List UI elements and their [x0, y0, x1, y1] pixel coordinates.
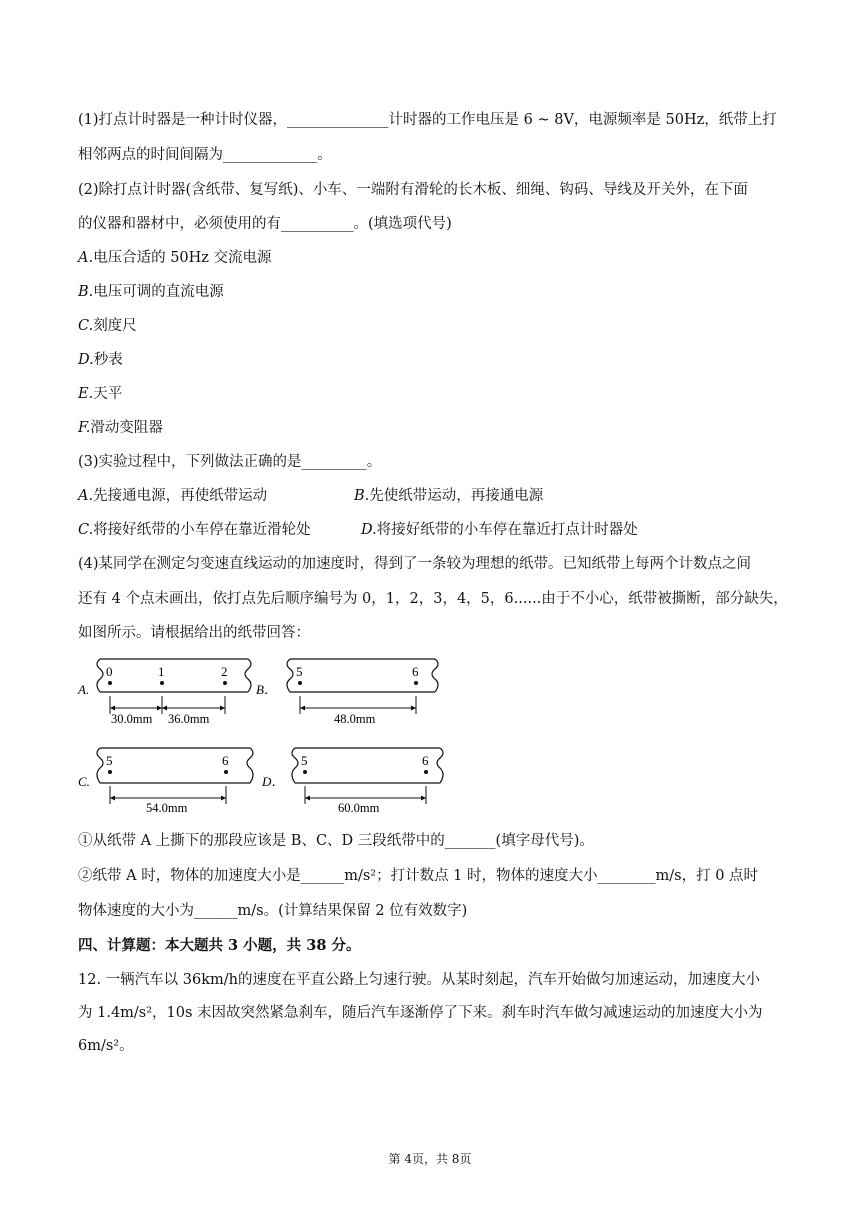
option-letter: B. — [78, 284, 94, 300]
option-text: 先接通电源，再使纸带运动 — [93, 488, 268, 504]
option-f — [78, 418, 163, 438]
option-e — [78, 384, 122, 404]
option-text: 刻度尺 — [93, 318, 137, 334]
q11-sub1: ①从纸带 A 上撕下的那段应该是 B、C、D 三段纸带中的_______(填字母代号)。 — [78, 833, 594, 849]
option-a — [78, 248, 272, 268]
q11-part1-line2: 相邻两点的时间间隔为_____________。 — [78, 147, 332, 163]
option-text: 电压可调的直流电源 — [93, 284, 224, 300]
page-footer: 第 4页，共 8页 — [388, 1152, 472, 1166]
dim-label: 60.0mm — [338, 801, 380, 815]
point-6 — [414, 681, 418, 685]
q11-part2-line2: 的仪器和器材中，必须使用的有__________。(填选项代号) — [78, 216, 452, 232]
dim-label: 30.0mm — [111, 712, 153, 726]
option-text: 电压合适的 50Hz 交流电源 — [93, 250, 272, 266]
q11-sub2-line1: ②纸带 A 时，物体的加速度大小是______m/s²；打计数点 1 时，物体的速度大小________m/s，打 0 点时 — [78, 868, 759, 884]
point-label: 5 — [301, 753, 308, 768]
option-text: 先使纸带运动，再接通电源 — [369, 488, 544, 504]
option-letter: F. — [78, 420, 91, 436]
dim-label: 36.0mm — [168, 712, 210, 726]
point-label: 5 — [296, 664, 303, 679]
section-heading: 四、计算题：本大题共 3 小题，共 38 分。 — [78, 937, 361, 954]
tape-d — [261, 748, 443, 815]
point-6 — [424, 770, 428, 774]
option-letter: E. — [78, 386, 94, 402]
tape-c — [78, 748, 253, 815]
part3-option-a — [78, 488, 267, 504]
point-label: 0 — [106, 664, 113, 679]
option-letter: D. — [361, 522, 377, 538]
point-5 — [303, 770, 307, 774]
tape-label-b: B． — [256, 682, 277, 697]
option-letter: D. — [78, 352, 94, 368]
tape-label-d: D． — [262, 774, 285, 789]
point-label: 1 — [158, 664, 165, 679]
tape-a — [77, 659, 251, 726]
point-5 — [108, 770, 112, 774]
q11-part4-line1: (4)某同学在测定匀变速直线运动的加速度时，得到了一条较为理想的纸带。已知纸带上每两个计数点之间 — [78, 556, 752, 572]
q11-part4-line2: 还有 4 个点未画出，依打点先后顺序编号为 0，1，2，3，4，5，6......由于不小心，纸带被撕断，部分缺失， — [78, 591, 788, 607]
option-text: 秒表 — [93, 352, 123, 368]
option-d — [78, 350, 123, 370]
option-letter: C. — [78, 318, 94, 334]
q12-line2: 为 1.4m/s²，10s 末因故突然紧急刹车，随后汽车逐渐停了下来。刹车时汽车做匀减速运动的加速度大小为 — [78, 1005, 763, 1021]
q11-part3: (3)实验过程中，下列做法正确的是_________。 — [78, 454, 382, 470]
part3-option-b — [354, 486, 543, 506]
dim-label: 54.0mm — [146, 801, 188, 815]
point-2 — [223, 681, 227, 685]
option-letter: A. — [78, 488, 94, 504]
point-label: 6 — [222, 753, 229, 768]
tape-label-c: C. — [78, 774, 90, 789]
option-text: 滑动变阻器 — [90, 420, 163, 436]
option-b — [78, 282, 224, 302]
option-text: 将接好纸带的小车停在靠近滑轮处 — [93, 522, 311, 538]
part3-options-row1 — [78, 486, 778, 506]
option-text: 天平 — [93, 386, 123, 402]
q11-part1-line1: (1)打点计时器是一种计时仪器，______________计时器的工作电压是 6 ~ 8V，电源频率是 50Hz，纸带上打 — [78, 112, 777, 128]
point-5 — [298, 681, 302, 685]
option-letter: B. — [354, 488, 370, 504]
q11-part4-line3: 如图所示。请根据给出的纸带回答： — [78, 625, 310, 641]
point-0 — [108, 681, 112, 685]
dim-label: 48.0mm — [334, 712, 376, 726]
part3-option-d — [361, 520, 638, 540]
option-letter: C. — [78, 522, 94, 538]
option-c — [78, 316, 137, 336]
option-text: 将接好纸带的小车停在靠近打点计时器处 — [376, 522, 638, 538]
point-label: 5 — [106, 753, 113, 768]
tape-b — [256, 659, 438, 726]
q11-part2-line1: (2)除打点计时器(含纸带、复写纸)、小车、一端附有滑轮的长木板、细绳、钩码、导线及开关外，在下面 — [78, 182, 748, 198]
q11-sub2-line2: 物体速度的大小为______m/s。(计算结果保留 2 位有效数字) — [78, 903, 468, 919]
q12-line3: 6m/s²。 — [78, 1038, 134, 1054]
point-label: 2 — [221, 664, 228, 679]
point-6 — [224, 770, 228, 774]
part3-options-row2 — [78, 520, 778, 540]
point-label: 6 — [412, 664, 419, 679]
point-label: 6 — [422, 753, 429, 768]
q12-line1: 12. 一辆汽车以 36km/h的速度在平直公路上匀速行驶。从某时刻起，汽车开始做匀加速运动，加速度大小 — [78, 972, 760, 988]
tape-label-a: A. — [78, 682, 90, 697]
part3-option-c — [78, 522, 311, 538]
option-letter: A. — [78, 250, 94, 266]
paper-tape-figure — [70, 652, 460, 818]
point-1 — [160, 681, 164, 685]
